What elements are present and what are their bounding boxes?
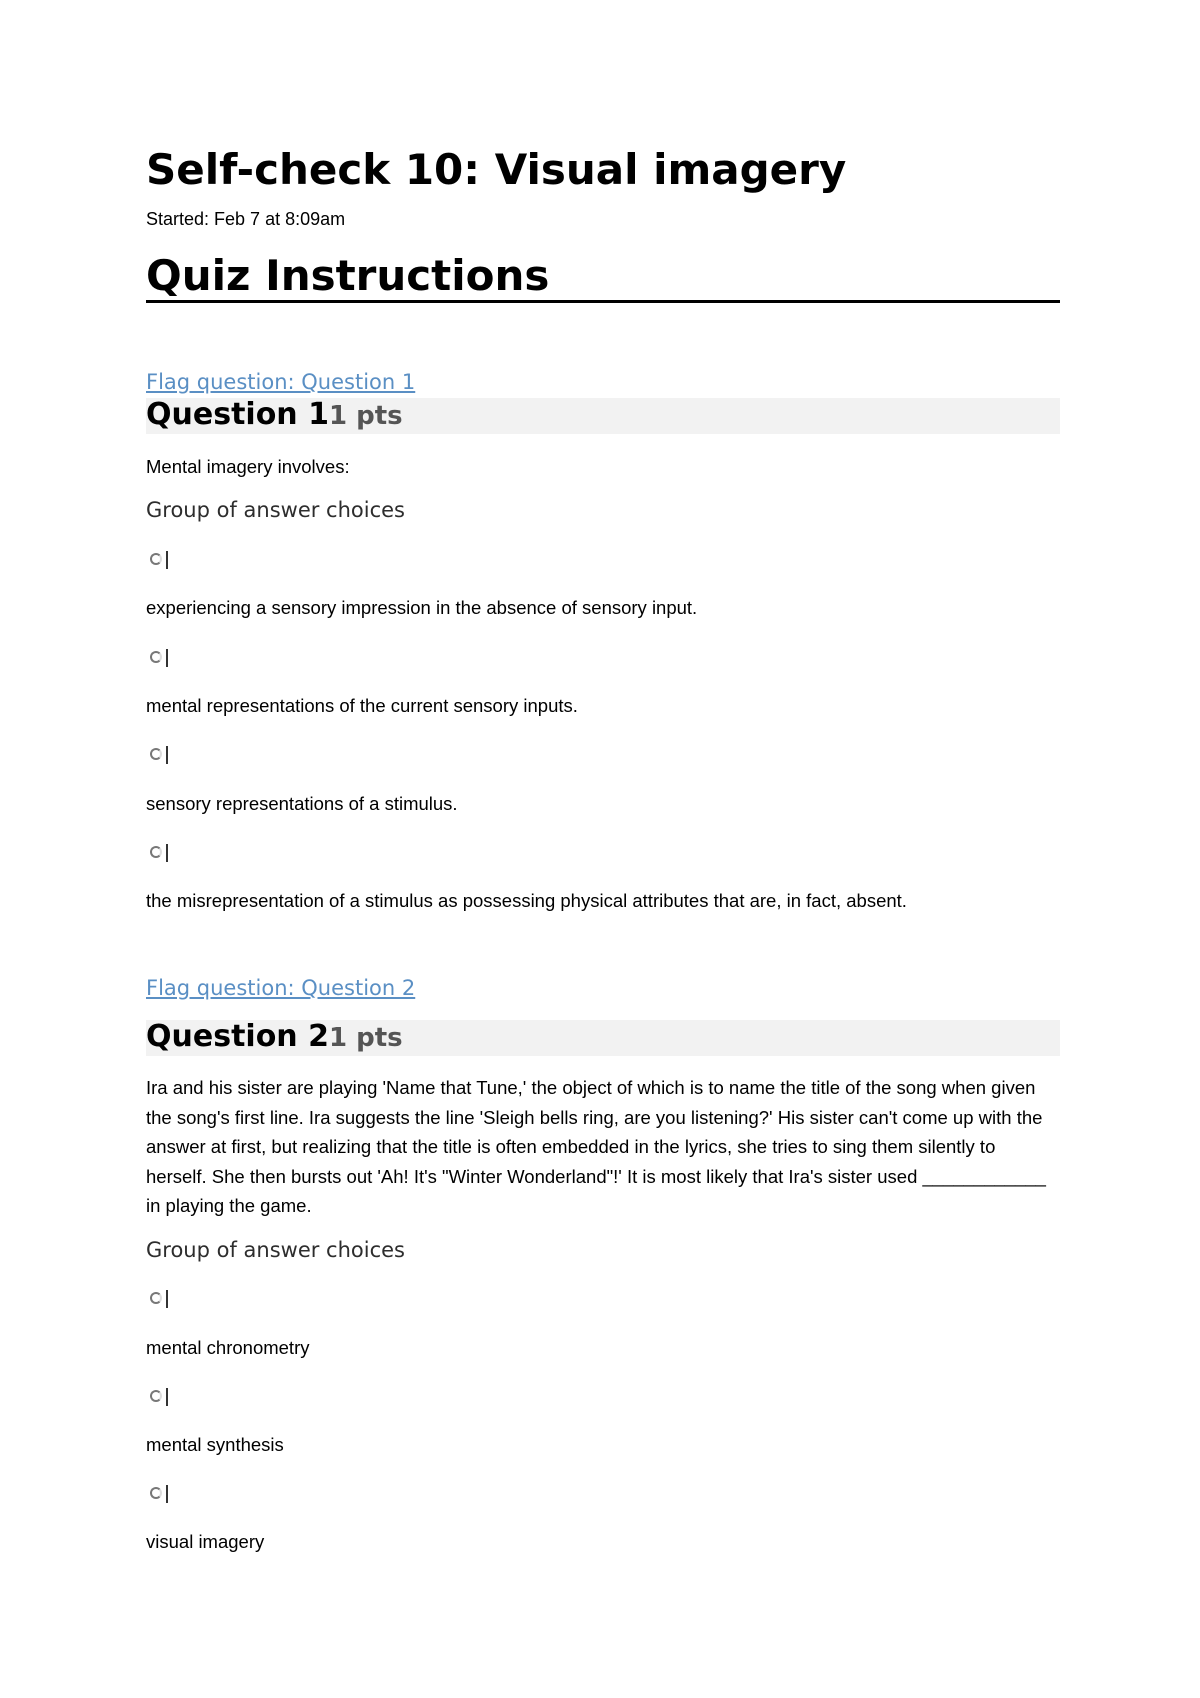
question-1-answer-4-label: the misrepresentation of a stimulus as possessing physical attributes that are, in fact, absent. (146, 890, 907, 911)
radio-circle-icon (150, 1487, 162, 1499)
question-2-points: 1 pts (328, 1023, 403, 1053)
radio-cursor-icon (166, 1388, 168, 1406)
question-2-answer-1-radio[interactable] (146, 1288, 186, 1312)
radio-cursor-icon (166, 1485, 168, 1503)
radio-cursor-icon (166, 1290, 168, 1308)
started-timestamp: Started: Feb 7 at 8:09am (146, 209, 346, 229)
question-1-points: 1 pts (328, 401, 403, 431)
question-1-answer-1-radio[interactable] (146, 549, 186, 573)
radio-circle-icon (150, 553, 162, 565)
question-1-title-row (146, 395, 403, 436)
question-1-header (146, 398, 1060, 434)
question-1-group-label: Group of answer choices (146, 498, 405, 522)
question-2-title: Question 2 (146, 1019, 329, 1054)
radio-circle-icon (150, 1390, 162, 1402)
question-2-header (146, 1020, 1060, 1056)
question-2-answer-2-label: mental synthesis (146, 1434, 284, 1455)
question-1-answer-1-label: experiencing a sensory impression in the absence of sensory input. (146, 597, 698, 618)
question-1-answer-4-radio[interactable] (146, 842, 186, 866)
question-2-title-row (146, 1017, 403, 1058)
radio-circle-icon (150, 1292, 162, 1304)
radio-cursor-icon (166, 746, 168, 764)
question-2-group-label: Group of answer choices (146, 1238, 405, 1262)
question-1-answer-3-label: sensory representations of a stimulus. (146, 793, 458, 814)
flag-question-1-link[interactable]: Flag question: Question 1 (146, 370, 416, 394)
radio-circle-icon (150, 651, 162, 663)
question-1-title: Question 1 (146, 397, 329, 432)
question-2-answer-3-radio[interactable] (146, 1483, 186, 1507)
radio-circle-icon (150, 748, 162, 760)
question-1-answer-3-radio[interactable] (146, 744, 186, 768)
radio-circle-icon (150, 846, 162, 858)
radio-cursor-icon (166, 844, 168, 862)
flag-question-2-link[interactable]: Flag question: Question 2 (146, 976, 416, 1000)
question-1-answer-2-label: mental representations of the current sensory inputs. (146, 695, 578, 716)
question-2-answer-1-label: mental chronometry (146, 1337, 310, 1358)
radio-cursor-icon (166, 551, 168, 569)
page-title: Self-check 10: Visual imagery (146, 145, 847, 194)
question-1-answer-2-radio[interactable] (146, 647, 186, 671)
question-2-answer-2-radio[interactable] (146, 1386, 186, 1410)
question-2-text: Ira and his sister are playing 'Name that Tune,' the object of which is to name the title of the song when given the song's first line. Ira suggests the line 'Sleigh bells ring, are you listening?' His sister can't come up with the answer at first, but realizing that the title is often embedded in the lyrics, she tries to sing them silently to herself. She then bursts out 'Ah! It's "Winter Wonderland"!' It is most likely that Ira's sister used ____________ in playing the game. (146, 1077, 1046, 1216)
question-2-answer-3-label: visual imagery (146, 1531, 265, 1552)
question-1-text: Mental imagery involves: (146, 456, 350, 477)
quiz-instructions-heading: Quiz Instructions (146, 250, 1060, 303)
radio-cursor-icon (166, 649, 168, 667)
